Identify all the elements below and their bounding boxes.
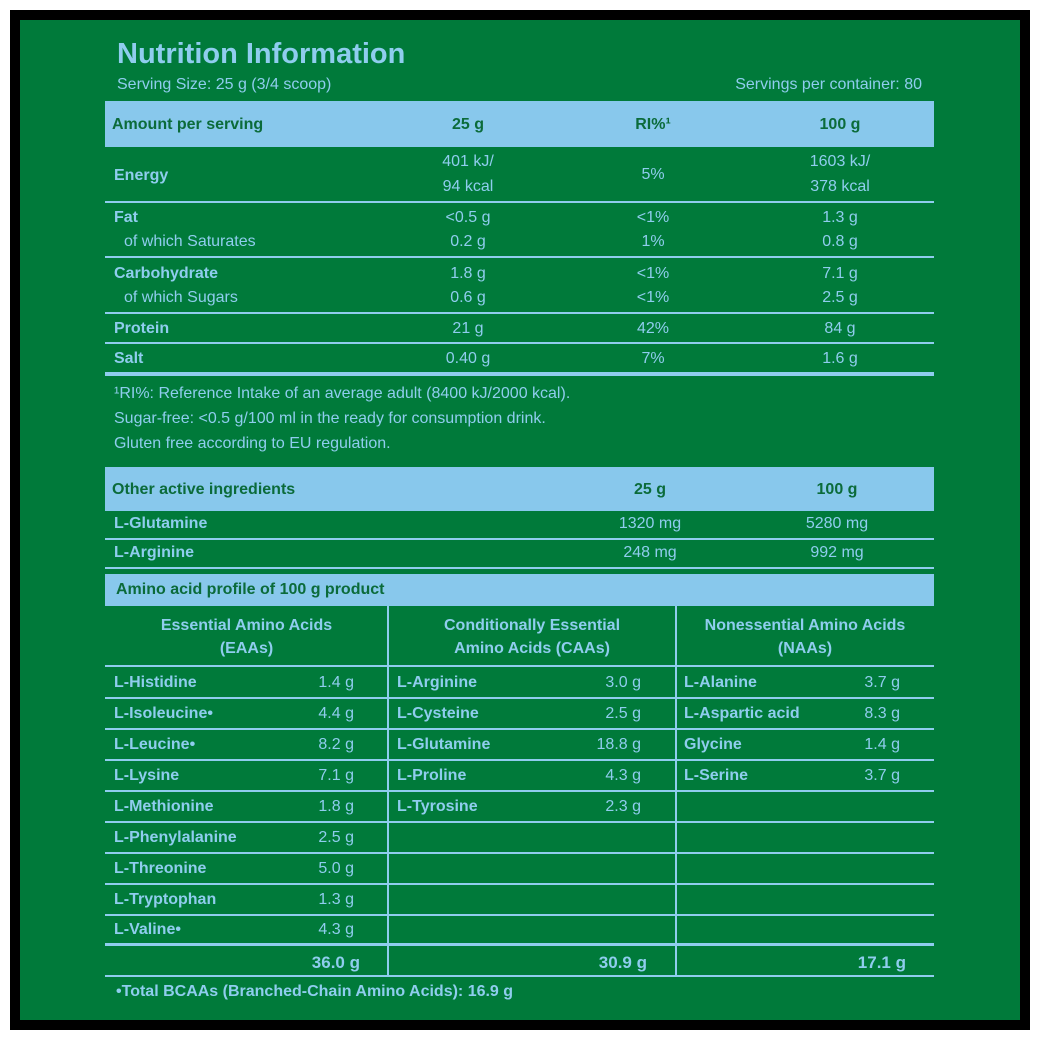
naa-header-line1: Nonessential Amino Acids [704,617,906,634]
eaa-name: L-Valine• [114,921,181,938]
totals-rule [105,943,934,946]
caa-header-line2: Amino Acids (CAAs) [454,640,610,657]
eaa-total: 36.0 g [311,953,360,972]
fat-ri: <1% [636,209,670,226]
eaa-value: 1.8 g [318,798,354,815]
header-other-active: Other active ingredients [112,481,296,498]
header-ri: RI%¹ [635,116,671,133]
naa-header-line2: (NAAs) [777,640,833,657]
header-other-25g: 25 g [633,481,666,498]
header-25g: 25 g [451,116,484,133]
caa-value: 4.3 g [605,767,641,784]
naa-value: 3.7 g [864,767,900,784]
sugars-25g: 0.6 g [450,289,486,306]
energy-25g-kcal: 94 kcal [442,178,494,195]
ingredient-100g: 992 mg [810,544,864,561]
sugars-label: of which Sugars [124,289,238,306]
saturates-label: of which Saturates [124,233,256,250]
naa-name: L-Alanine [684,674,757,691]
fat-100g: 1.3 g [822,209,858,226]
ingredient-100g: 5280 mg [805,515,869,532]
eaa-value: 4.4 g [318,705,354,722]
naa-total: 17.1 g [857,953,906,972]
divider [105,538,934,540]
naa-value: 1.4 g [864,736,900,753]
caa-value: 18.8 g [596,736,641,753]
table-bottom-rule [105,372,934,376]
naa-value: 3.7 g [864,674,900,691]
eaa-name: L-Lysine [114,767,180,784]
fat-label: Fat [114,209,138,226]
sugars-100g: 2.5 g [822,289,858,306]
energy-ri: 5% [641,166,665,183]
servings-per-container: Servings per container: 80 [735,76,922,93]
naa-value: 8.3 g [864,705,900,722]
divider [105,975,934,977]
amino-profile-title: Amino acid profile of 100 g product [116,581,385,598]
naa-name: L-Serine [684,767,749,784]
caa-header-line1: Conditionally Essential [443,617,621,634]
fat-25g: <0.5 g [445,209,491,226]
energy-25g-kj: 401 kJ/ [442,153,494,170]
eaa-value: 1.3 g [318,891,354,908]
salt-ri: 7% [641,350,665,367]
carbohydrate-ri: <1% [636,265,670,282]
caa-name: L-Tyrosine [397,798,478,815]
eaa-header-line2: (EAAs) [219,640,274,657]
eaa-name: L-Leucine• [114,736,196,753]
carbohydrate-label: Carbohydrate [114,265,219,282]
nutrition-panel [20,20,1020,1020]
footnote-ri: ¹RI%: Reference Intake of an average adult (8400 kJ/2000 kcal). [114,385,571,402]
eaa-name: L-Histidine [114,674,197,691]
divider [105,567,934,569]
eaa-name: L-Methionine [114,798,214,815]
header-other-100g: 100 g [816,481,858,498]
eaa-name: L-Tryptophan [114,891,217,908]
divider [105,312,934,314]
divider [105,759,934,761]
saturates-100g: 0.8 g [822,233,858,250]
eaa-value: 2.5 g [318,829,354,846]
ingredient-name: L-Glutamine [114,515,208,532]
caa-value: 2.3 g [605,798,641,815]
divider [105,883,934,885]
eaa-name: L-Phenylalanine [114,829,237,846]
protein-25g: 21 g [452,320,484,337]
footnote-sugar-free: Sugar-free: <0.5 g/100 ml in the ready for consumption drink. [114,410,546,427]
ingredient-25g: 248 mg [623,544,677,561]
energy-label: Energy [114,167,169,184]
naa-name: Glycine [684,736,742,753]
saturates-ri: 1% [641,233,665,250]
header-amount-per-serving: Amount per serving [112,116,264,133]
divider [105,256,934,258]
caa-name: L-Arginine [397,674,477,691]
eaa-header-line1: Essential Amino Acids [160,617,333,634]
protein-label: Protein [114,320,170,337]
saturates-25g: 0.2 g [450,233,486,250]
divider [105,914,934,916]
divider [105,342,934,344]
eaa-value: 4.3 g [318,921,354,938]
energy-100g-kj: 1603 kJ/ [809,153,871,170]
caa-value: 3.0 g [605,674,641,691]
eaa-name: L-Threonine [114,860,207,877]
naa-name: L-Aspartic acid [684,705,800,722]
eaa-value: 8.2 g [318,736,354,753]
divider [105,697,934,699]
bcaa-note: •Total BCAAs (Branched-Chain Amino Acids): 16.9 g [116,983,514,1000]
serving-size: Serving Size: 25 g (3/4 scoop) [117,76,332,93]
eaa-value: 5.0 g [318,860,354,877]
caa-value: 2.5 g [605,705,641,722]
salt-label: Salt [114,350,144,367]
divider [105,201,934,203]
divider [105,665,934,667]
divider [105,852,934,854]
caa-total: 30.9 g [598,953,647,972]
salt-25g: 0.40 g [445,350,491,367]
caa-name: L-Glutamine [397,736,491,753]
ingredient-name: L-Arginine [114,544,194,561]
caa-name: L-Cysteine [397,705,479,722]
carbohydrate-25g: 1.8 g [450,265,486,282]
ingredient-25g: 1320 mg [618,515,682,532]
energy-100g-kcal: 378 kcal [810,178,870,195]
header-100g: 100 g [819,116,861,133]
salt-100g: 1.6 g [822,350,858,367]
caa-name: L-Proline [397,767,467,784]
sugars-ri: <1% [636,289,670,306]
carbohydrate-100g: 7.1 g [822,265,858,282]
eaa-name: L-Isoleucine• [114,705,213,722]
divider [105,821,934,823]
footnote-gluten-free: Gluten free according to EU regulation. [114,435,391,452]
eaa-value: 1.4 g [318,674,354,691]
divider [105,728,934,730]
protein-ri: 42% [636,320,670,337]
protein-100g: 84 g [824,320,856,337]
eaa-value: 7.1 g [318,767,354,784]
divider [105,790,934,792]
page-title: Nutrition Information [117,38,406,70]
